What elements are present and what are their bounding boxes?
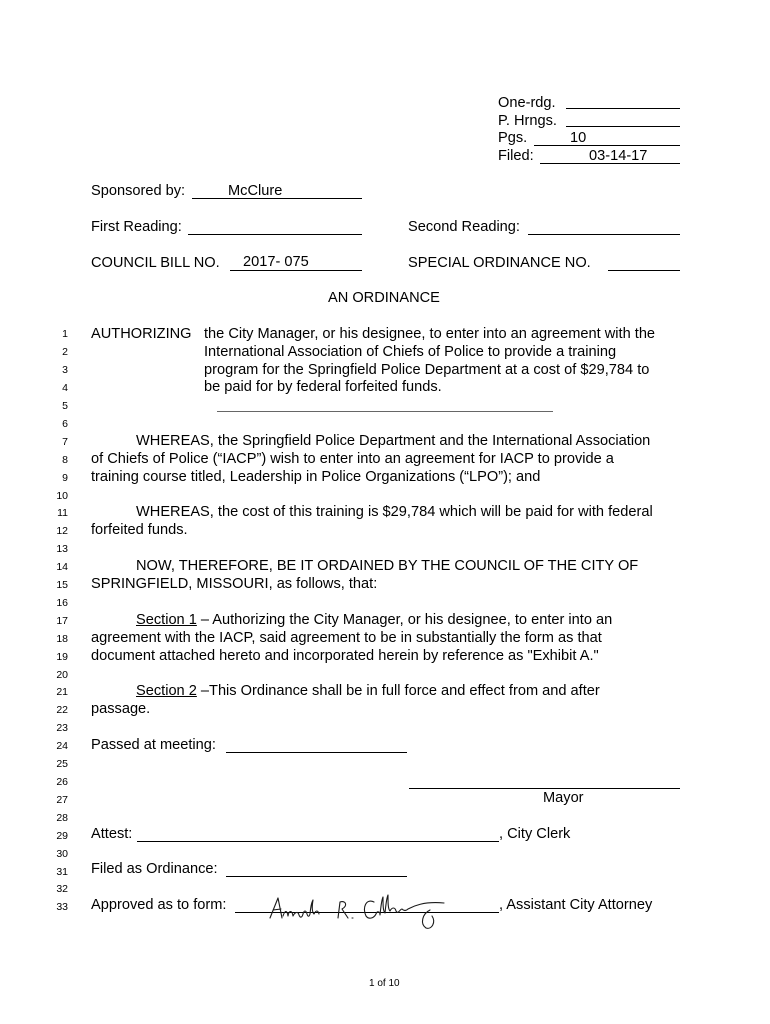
line-number: 3: [62, 364, 68, 376]
attorney-signature: [262, 888, 472, 940]
line-number: 17: [56, 615, 68, 627]
line-number: 18: [56, 633, 68, 645]
now-therefore-line: NOW, THEREFORE, BE IT ORDAINED BY THE COUNCIL OF THE CITY OF: [136, 558, 639, 574]
filed-value: 03-14-17: [589, 148, 648, 164]
attorney-label: , Assistant City Attorney: [499, 897, 653, 913]
section-1-line-first: [136, 613, 612, 628]
line-number: 1: [62, 328, 68, 340]
authorizing-keyword: AUTHORIZING: [91, 326, 192, 342]
line-number: 31: [56, 866, 68, 878]
line-number: 6: [62, 418, 68, 430]
divider-rule: [217, 411, 553, 412]
line-number: 23: [56, 722, 68, 734]
ordinance-title: AN ORDINANCE: [328, 290, 440, 306]
section-2-text: –This Ordinance shall be in full force and effect from and after: [196, 683, 600, 699]
line-number: 11: [57, 507, 68, 519]
authorizing-line: program for the Springfield Police Department at a cost of $29,784 to: [204, 362, 650, 378]
council-bill-label: COUNCIL BILL NO.: [91, 255, 220, 271]
filed-ordinance-line: [226, 876, 407, 877]
whereas-2-line: forfeited funds.: [91, 522, 188, 538]
section-2-line-first: [136, 684, 600, 699]
p-hrngs-line: [566, 126, 680, 127]
line-number: 4: [62, 382, 68, 394]
line-number: 9: [62, 472, 68, 484]
line-number: 5: [62, 400, 68, 412]
sponsored-label: Sponsored by:: [91, 183, 186, 199]
pgs-line: [534, 145, 680, 146]
line-number: 13: [56, 543, 68, 555]
council-bill-line: [230, 270, 362, 271]
line-number: 21: [56, 686, 68, 698]
section-1-heading: Section 1: [136, 612, 197, 628]
line-number: 15: [56, 579, 68, 591]
line-number: 32: [56, 883, 68, 895]
line-number: 30: [56, 848, 68, 860]
now-therefore-line: SPRINGFIELD, MISSOURI, as follows, that:: [91, 576, 378, 592]
attest-line: [137, 841, 499, 842]
section-2-line: passage.: [91, 701, 151, 717]
city-clerk-label: , City Clerk: [499, 826, 571, 842]
first-reading-line: [188, 234, 362, 235]
whereas-1-line: WHEREAS, the Springfield Police Department and the International Association: [136, 433, 651, 449]
filed-ordinance-label: Filed as Ordinance:: [91, 861, 218, 877]
line-number: 27: [56, 794, 68, 806]
line-number: 8: [62, 454, 68, 466]
line-number: 20: [56, 669, 68, 681]
section-1-line: document attached hereto and incorporated herein by reference as "Exhibit A.": [91, 648, 599, 664]
whereas-2-line: WHEREAS, the cost of this training is $29,784 which will be paid for with federal: [136, 504, 653, 520]
line-number: 14: [56, 561, 68, 573]
council-bill-value: 2017- 075: [243, 254, 309, 270]
mayor-signature-line: [409, 788, 680, 789]
special-ordinance-line: [608, 270, 680, 271]
whereas-1-line: of Chiefs of Police (“IACP”) wish to enter into an agreement for IACP to provide a: [91, 451, 614, 467]
one-rdg-label: One-rdg.: [498, 95, 556, 111]
whereas-1-line: training course titled, Leadership in Police Organizations (“LPO”); and: [91, 469, 541, 485]
section-1-text: – Authorizing the City Manager, or his designee, to enter into an: [196, 612, 613, 628]
sponsored-value: McClure: [228, 183, 283, 199]
line-number: 33: [56, 901, 68, 913]
authorizing-line: the City Manager, or his designee, to enter into an agreement with the: [204, 326, 656, 342]
approved-label: Approved as to form:: [91, 897, 227, 913]
line-number: 7: [62, 436, 68, 448]
pgs-label: Pgs.: [498, 130, 528, 146]
one-rdg-line: [566, 108, 680, 109]
second-reading-label: Second Reading:: [408, 219, 520, 235]
pgs-value: 10: [570, 130, 587, 146]
page-number: 1 of 10: [369, 978, 400, 989]
line-number: 28: [56, 812, 68, 824]
section-2-heading: Section 2: [136, 683, 197, 699]
line-number: 25: [56, 758, 68, 770]
line-number: 2: [62, 346, 68, 358]
line-number: 19: [56, 651, 68, 663]
line-number: 10: [56, 490, 68, 502]
first-reading-label: First Reading:: [91, 219, 182, 235]
section-1-line: agreement with the IACP, said agreement to be in substantially the form as that: [91, 630, 602, 646]
authorizing-line: International Association of Chiefs of Police to provide a training: [204, 344, 617, 360]
mayor-label: Mayor: [543, 790, 584, 806]
second-reading-line: [528, 234, 680, 235]
p-hrngs-label: P. Hrngs.: [498, 113, 557, 129]
authorizing-line: be paid for by federal forfeited funds.: [204, 379, 442, 395]
line-number: 12: [56, 525, 68, 537]
passed-line: [226, 752, 407, 753]
line-number: 24: [56, 740, 68, 752]
line-number: 26: [56, 776, 68, 788]
line-number: 16: [56, 597, 68, 609]
special-ordinance-label: SPECIAL ORDINANCE NO.: [408, 255, 591, 271]
attest-label: Attest:: [91, 826, 133, 842]
filed-label: Filed:: [498, 148, 534, 164]
passed-label: Passed at meeting:: [91, 737, 216, 753]
line-number: 22: [56, 704, 68, 716]
line-number: 29: [56, 830, 68, 842]
